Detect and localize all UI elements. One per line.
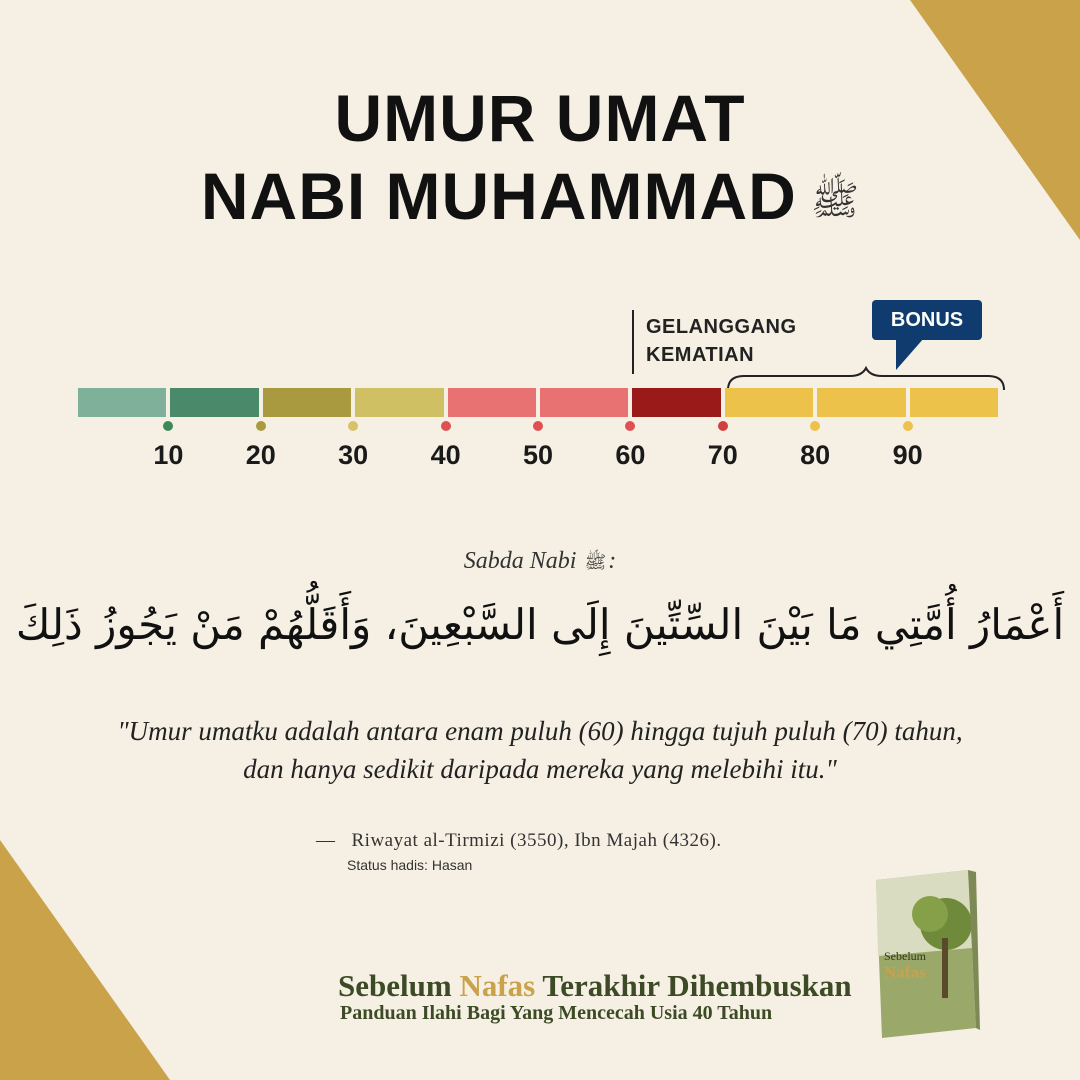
age-tick-label: 60 — [615, 440, 646, 470]
age-tick-label: 20 — [245, 440, 276, 470]
age-timeline-bar — [78, 388, 1002, 417]
age-tick-label: 70 — [707, 440, 738, 470]
age-tick-dot — [718, 421, 728, 431]
age-tick-label: 10 — [153, 440, 184, 470]
death-zone-marker-line — [632, 310, 634, 374]
age-tick-label: 80 — [800, 440, 831, 470]
book-cover-word1: Sebelum — [884, 949, 926, 963]
book-title — [338, 968, 852, 1004]
salawat-small-icon: ﷺ — [584, 552, 607, 572]
age-tick-dot — [533, 421, 543, 431]
hadith-intro-colon: : — [608, 548, 617, 574]
death-zone-label-line2: KEMATIAN — [646, 344, 755, 366]
book-title-part2: Terakhir Dihembuskan — [535, 968, 852, 1003]
salawat-icon: ﷺ — [810, 177, 860, 224]
title-line-2-wrapper — [0, 158, 1070, 236]
title-line-1: UMUR UMAT — [334, 81, 746, 155]
source-text: Riwayat al-Tirmizi (3550), Ibn Majah (4326). — [351, 830, 722, 851]
book-subtitle: Panduan Ilahi Bagi Yang Mencecah Usia 40 Tahun — [340, 1002, 773, 1024]
age-segment — [632, 388, 720, 417]
hadith-arabic: أَعْمَارُ أُمَّتِي مَا بَيْنَ السِّتِّينَ إِلَى السَّبْعِينَ، وَأَقَلُّهُمْ مَنْ يَجُوزُ ذَلِكَ — [15, 600, 1065, 649]
hadith-intro — [0, 548, 1080, 577]
death-zone-label — [646, 313, 797, 369]
age-tick-dot — [441, 421, 451, 431]
hadith-translation — [80, 712, 1000, 788]
age-tick-label: 90 — [892, 440, 923, 470]
age-tick-dot — [903, 421, 913, 431]
age-segment — [170, 388, 258, 417]
hadith-translation-line2: dan hanya sedikit daripada mereka yang melebihi itu." — [243, 754, 837, 784]
age-segment — [355, 388, 443, 417]
age-tick-label: 30 — [338, 440, 369, 470]
age-segment — [910, 388, 998, 417]
age-tick-dot — [810, 421, 820, 431]
gold-corner-bottom-left — [0, 840, 170, 1080]
hadith-translation-line1: "Umur umatku adalah antara enam puluh (60) hingga tujuh puluh (70) tahun, — [117, 716, 963, 746]
book-cover-image — [872, 868, 980, 1040]
age-segment — [540, 388, 628, 417]
book-title-part1: Sebelum — [338, 968, 460, 1003]
title-line-2: NABI MUHAMMAD — [200, 158, 797, 233]
hadith-intro-text: Sabda Nabi — [463, 548, 577, 574]
book-title-accent: Nafas — [459, 968, 536, 1003]
source-dash: — — [316, 830, 336, 851]
age-segment — [448, 388, 536, 417]
death-zone-label-line1: GELANGGANG — [646, 316, 797, 338]
age-tick-dot — [625, 421, 635, 431]
age-tick-label: 50 — [522, 440, 554, 470]
age-segment — [817, 388, 905, 417]
age-tick-dot — [163, 421, 173, 431]
age-segment — [725, 388, 813, 417]
hadith-status: Status hadis: Hasan — [347, 857, 473, 873]
age-tick-dot — [348, 421, 358, 431]
age-segment — [263, 388, 351, 417]
age-tick-dot — [256, 421, 266, 431]
bonus-badge: BONUS — [872, 300, 982, 340]
age-segment — [78, 388, 166, 417]
book-cover-word2: Nafas — [884, 963, 926, 982]
age-tick-label: 40 — [430, 440, 461, 470]
hadith-source — [316, 830, 722, 852]
page-title — [0, 80, 1080, 236]
